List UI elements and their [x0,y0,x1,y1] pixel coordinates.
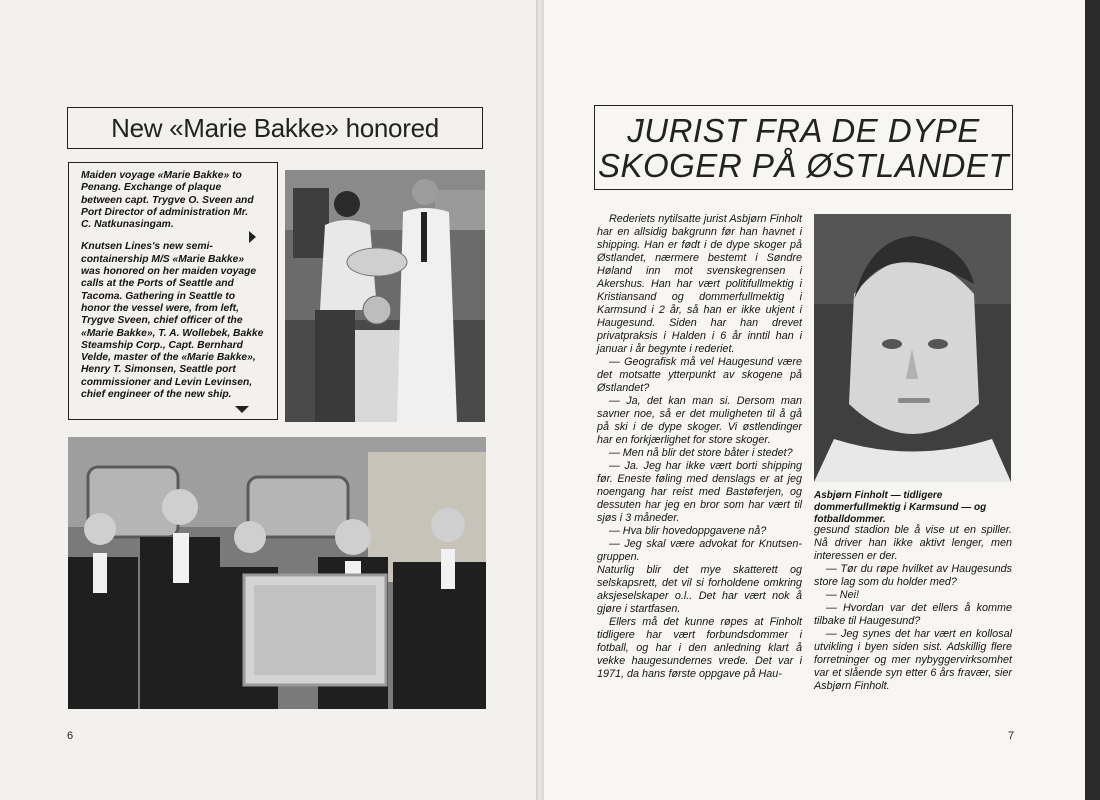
caption-box [68,162,278,420]
article-column-2 [814,524,1012,693]
headline-line-1: JURIST FRA DE DYPE [627,112,980,149]
paragraph: Rederiets nytilsatte jurist Asbjørn Finholt har en allsidig bakgrunn før han havnet i shipping. Han er født i de dype skoger på Østlandet, nærmere bestemt i Søndre Høland inn mot svenskegrensen i Akershus. Han har vært politifullmektig i Kristiansand og dommerfullmektig i Karmsund i 2 år, så han er ikke ukjent i Haugesund. Siden har han drevet privatpraksis i Halden i 6 år inntil han i januar i år begynte i rederiet. [597,213,802,355]
headline-line-2: SKOGER PÅ ØSTLANDET [597,147,1010,184]
paragraph: — Nei! [826,589,859,601]
caption-seattle: Knutsen Lines's new semi-containership M/S «Marie Bakke» was honored on her maiden voyage calls at the Ports of Seattle and Tacoma. Gathering in Seattle to honor the vessel were, from left, Trygve Sveen, chief officer of the «Marie Bakke», T. A. Wollebek, Bakke Steamship Corp., Capt. Bernhard Velde, master of the «Marie Bakke», Henry T. Simonsen, Seattle port commissioner and Levin Levinsen, chief engineer of the new ship. [81,241,264,401]
right-headline [594,105,1013,190]
paragraph: — Men nå blir det store båter i stedet? [609,447,793,459]
paragraph: — Hvordan var det ellers å komme tilbake til Haugesund? [814,602,1012,627]
photo-plaque-exchange [285,170,485,422]
paragraph: — Tør du røpe hvilket av Haugesunds store lag som du holder med? [814,563,1012,588]
paragraph: gesund stadion ble å vise ut en spiller. Nå driver han ikke aktivt lenger, men interessen er der. [814,524,1012,562]
paragraph: — Jeg synes det har vært en kollosal utvikling i byen siden sist. Adskillig flere forretninger og mer nybyggervirksomhet var et slående syn etter 6 års fravær, sier Asbjørn Finholt. [814,628,1012,692]
page-number-right: 7 [1008,730,1015,742]
paragraph: — Hva blir hovedoppgavene nå? [609,525,767,537]
paragraph: — Ja. Jeg har ikke vært borti shipping før. Eneste føling med denslags er at jeg noengang har reist med Bastøferjen, og dessuten har jeg en bror som har vært til sjøs i 3 måneder. [597,460,802,524]
photo-group-seattle [68,437,486,709]
paragraph: Naturlig blir det mye skatterett og selskapsrett, det vil si forholdene omkring aksjeselskaper o.l.. Det har vært nok å gjøre i startfasen. [597,564,802,615]
arrow-down-icon [235,406,249,413]
paragraph: — Ja, det kan man si. Dersom man savner noe, så er det muligheten til å gå på ski i de dype skoger. Vi østlendinger har en forkjærlighet for store skoger. [597,395,802,446]
page-number-left: 6 [67,730,74,742]
left-page [0,0,540,800]
book-gutter [536,0,544,800]
background-edge [1085,0,1100,800]
photo-caption-finholt: Asbjørn Finholt — tidligere dommerfullmektig i Karmsund — og fotballdommer. [814,490,987,525]
arrow-right-icon [249,231,256,243]
caption-penang: Maiden voyage «Marie Bakke» to Penang. Exchange of plaque between capt. Trygve O. Sveen and Port Director of administration Mr. C. Natkunasingam. [81,170,254,231]
left-headline: New «Marie Bakke» honored [67,107,483,149]
photo-portrait-finholt [814,214,1011,482]
paragraph: Ellers må det kunne røpes at Finholt tidligere har vært forbundsdommer i fotball, og har i den anledning klart å vekke haugesundernes vrede. Det var i 1971, da hans første oppgave på Hau- [597,616,802,680]
paragraph: — Geografisk må vel Haugesund være det motsatte ytterpunkt av skogene på Østlandet? [597,356,802,394]
article-column-1 [597,213,802,681]
paragraph: — Jeg skal være advokat for Knutsen-gruppen. [597,538,802,563]
